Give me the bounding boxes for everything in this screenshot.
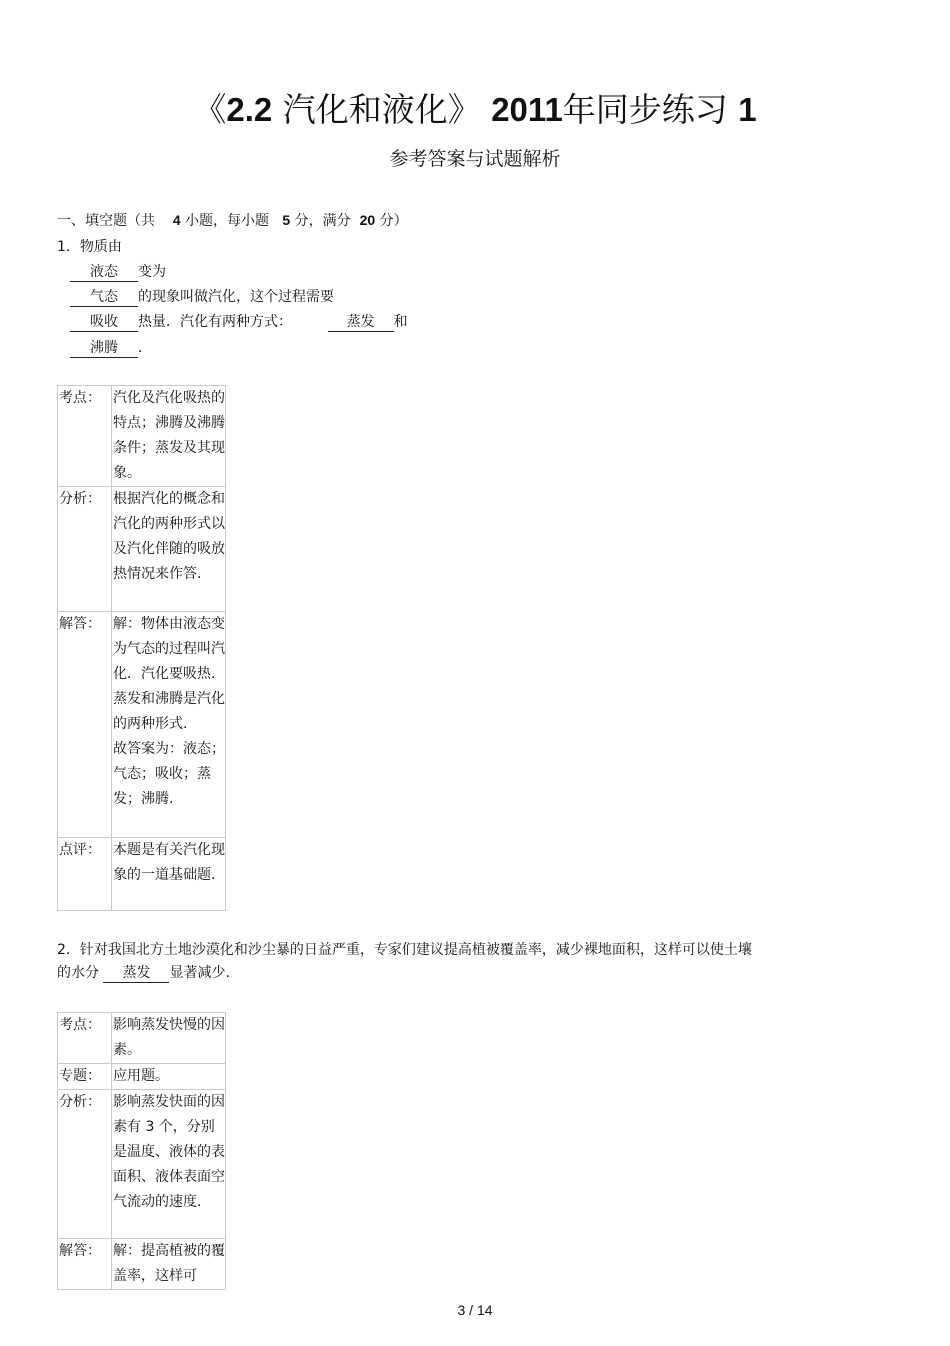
section-points: 5 xyxy=(282,212,291,228)
table-row xyxy=(58,487,226,612)
row-label: 解答： xyxy=(58,1239,112,1290)
row-content xyxy=(112,612,226,838)
section-count: 4 xyxy=(172,212,181,228)
page-subtitle: 参考答案与试题解析 xyxy=(389,148,561,170)
row-content xyxy=(112,838,226,911)
table-row xyxy=(58,1239,226,1290)
row-label: 点评： xyxy=(58,838,112,911)
section-text: 分） xyxy=(379,213,408,229)
cell-text: 故答案为：液态；气态；吸收；蒸发；沸腾. xyxy=(113,741,225,807)
row-label: 考点： xyxy=(58,386,112,487)
page-title xyxy=(0,88,950,132)
question-2-analysis-table xyxy=(57,1012,226,1290)
table-row xyxy=(58,1013,226,1064)
question-text: 和 xyxy=(393,314,408,330)
table-row xyxy=(58,612,226,838)
cell-text: 应用题。 xyxy=(113,1068,169,1084)
row-label: 分析： xyxy=(58,1090,112,1239)
title-text: 年同步练习 xyxy=(562,90,739,129)
cell-text: 汽化及汽化吸热的特点；沸腾及沸腾条件；蒸发及其现象。 xyxy=(113,390,225,481)
row-content xyxy=(112,1013,226,1064)
table-row xyxy=(58,1064,226,1090)
section-heading xyxy=(57,210,408,231)
cell-text: 影响蒸发快慢的因素。 xyxy=(113,1017,225,1058)
section-text: 一、填空题（共 xyxy=(57,213,155,229)
row-content xyxy=(112,487,226,612)
title-year: 2011 xyxy=(491,91,563,128)
question-2-line xyxy=(57,963,230,983)
question-1-line xyxy=(70,262,166,282)
title-index: 1 xyxy=(738,91,757,128)
table-row xyxy=(58,386,226,487)
answer-blank: 气态 xyxy=(70,288,138,307)
row-content xyxy=(112,1064,226,1090)
question-1-line xyxy=(70,312,408,332)
question-text: 变为 xyxy=(138,264,166,280)
table-row xyxy=(58,1090,226,1239)
title-number: 2.2 xyxy=(226,91,273,128)
row-label: 考点： xyxy=(58,1013,112,1064)
question-text: 热量．汽化有两种方式： xyxy=(138,314,292,330)
question-1-analysis-table xyxy=(57,385,226,911)
table-row xyxy=(58,838,226,911)
answer-blank: 蒸发 xyxy=(328,313,394,332)
row-content xyxy=(112,386,226,487)
row-content xyxy=(112,1239,226,1290)
section-text: 分，满分 xyxy=(294,213,351,229)
question-1-line xyxy=(70,287,334,307)
section-text: 小题，每小题 xyxy=(185,213,270,229)
question-1-line xyxy=(70,338,152,358)
cell-text: 解：物体由液态变为气态的过程叫汽化．汽化要吸热．蒸发和沸腾是汽化的两种形式. xyxy=(113,616,225,732)
question-1-stem: 1．物质由 xyxy=(57,239,122,255)
question-text: 的水分 xyxy=(57,965,99,981)
answer-blank: 液态 xyxy=(70,263,138,282)
question-text: 显著减少. xyxy=(169,965,230,981)
question-text: 的现象叫做汽化，这个过程需要 xyxy=(138,289,334,305)
question-text: ． xyxy=(138,340,152,356)
answer-blank: 吸收 xyxy=(70,313,138,332)
cell-text: 本题是有关汽化现象的一道基础题. xyxy=(113,842,225,883)
row-label: 专题： xyxy=(58,1064,112,1090)
row-label: 分析： xyxy=(58,487,112,612)
answer-blank: 沸腾 xyxy=(70,339,138,358)
answer-blank: 蒸发 xyxy=(103,964,169,983)
question-2-stem: 2．针对我国北方土地沙漠化和沙尘暴的日益严重，专家们建议提高植被覆盖率，减少裸地面积，这样可以使土壤 xyxy=(57,942,752,958)
row-content xyxy=(112,1090,226,1239)
row-label: 解答： xyxy=(58,612,112,838)
cell-text: 解：提高植被的覆盖率，这样可 xyxy=(113,1243,225,1284)
cell-text: 影响蒸发快面的因素有 3 个，分别是温度、液体的表面积、液体表面空气流动的速度. xyxy=(113,1094,225,1210)
cell-text: 根据汽化的概念和汽化的两种形式以及汽化伴随的吸放热情况来作答. xyxy=(113,491,225,582)
title-text: 汽化和液化》 xyxy=(272,90,492,129)
section-total: 20 xyxy=(359,212,376,228)
title-text: 《 xyxy=(193,90,227,129)
page-number: 3 / 14 xyxy=(457,1302,493,1318)
